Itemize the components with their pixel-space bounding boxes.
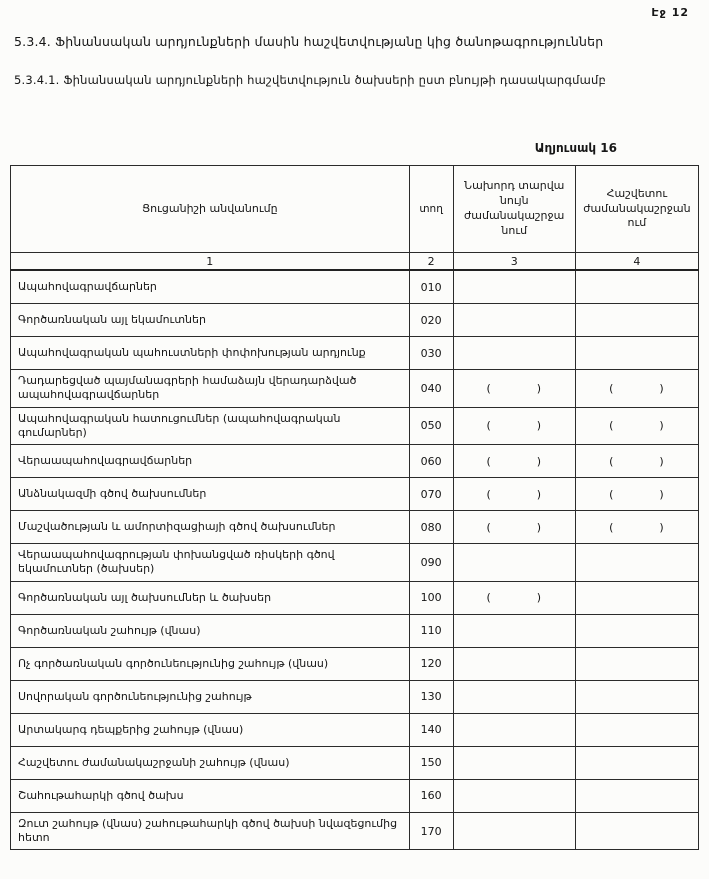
- table-row: [11, 511, 699, 544]
- table-header-row: [11, 166, 699, 253]
- indicator-cell: Վերաապահովագրավճարներ: [11, 445, 410, 478]
- report-period-cell: [575, 337, 698, 370]
- page-number: Էջ 12: [651, 6, 689, 19]
- indicator-cell: Ոչ գործառնական գործունեությունից շահույթ (վնաս): [11, 647, 410, 680]
- report-period-cell: ( ): [575, 445, 698, 478]
- report-period-cell: ( ): [575, 511, 698, 544]
- table-row: [11, 445, 699, 478]
- table-row: [11, 647, 699, 680]
- indicator-cell: Սովորական գործունեությունից շահույթ: [11, 680, 410, 713]
- prev-period-cell: [453, 680, 575, 713]
- table-caption: Աղյուսակ 16: [534, 141, 617, 155]
- indicator-cell: Ապահովագրական հատուցումներ (ապահովագրական գումարներ): [11, 407, 410, 445]
- prev-period-cell: ( ): [453, 581, 575, 614]
- prev-period-cell: [453, 812, 575, 850]
- report-period-cell: [575, 812, 698, 850]
- table-row: [11, 713, 699, 746]
- prev-period-cell: ( ): [453, 478, 575, 511]
- table-row: [11, 581, 699, 614]
- indicator-cell: Դադարեցված պայմանագրերի համաձայն վերադարձված ապահովագրավճարներ: [11, 370, 410, 408]
- table-row: [11, 680, 699, 713]
- column-number-row: [11, 253, 699, 271]
- row-code-cell: 170: [409, 812, 453, 850]
- table-row: [11, 614, 699, 647]
- prev-period-cell: ( ): [453, 511, 575, 544]
- report-period-cell: ( ): [575, 370, 698, 408]
- column-number: 2: [409, 253, 453, 271]
- indicator-cell: Գործառնական այլ ծախսումներ և ծախսեր: [11, 581, 410, 614]
- row-code-cell: 110: [409, 614, 453, 647]
- report-period-cell: ( ): [575, 407, 698, 445]
- report-period-cell: [575, 304, 698, 337]
- section-heading: 5.3.4. Ֆինանսական արդյունքների մասին հաշվետվությանը կից ծանոթագրություններ: [14, 34, 604, 49]
- prev-period-cell: ( ): [453, 445, 575, 478]
- prev-period-cell: [453, 304, 575, 337]
- report-period-cell: [575, 779, 698, 812]
- prev-period-cell: [453, 647, 575, 680]
- row-code-cell: 120: [409, 647, 453, 680]
- indicator-cell: Վերաապահովագրության փոխանցված ռիսկերի գծով եկամուտներ (ծախսեր): [11, 544, 410, 582]
- row-code-cell: 030: [409, 337, 453, 370]
- table-row: [11, 544, 699, 582]
- report-period-cell: [575, 614, 698, 647]
- prev-period-cell: [453, 270, 575, 304]
- indicator-cell: Արտակարգ դեպքերից շահույթ (վնաս): [11, 713, 410, 746]
- row-code-cell: 050: [409, 407, 453, 445]
- report-period-cell: [575, 713, 698, 746]
- table-row: [11, 746, 699, 779]
- column-number: 3: [453, 253, 575, 271]
- row-code-cell: 130: [409, 680, 453, 713]
- report-period-cell: [575, 680, 698, 713]
- financial-results-table: [10, 165, 699, 850]
- prev-period-cell: [453, 614, 575, 647]
- indicator-cell: Ապահովագրավճարներ: [11, 270, 410, 304]
- prev-period-cell: [453, 779, 575, 812]
- indicator-cell: Մաշվածության և ամորտիզացիայի գծով ծախսումներ: [11, 511, 410, 544]
- prev-period-cell: [453, 337, 575, 370]
- indicator-cell: Հաշվետու ժամանակաշրջանի շահույթ (վնաս): [11, 746, 410, 779]
- prev-period-cell: [453, 713, 575, 746]
- table-row: [11, 812, 699, 850]
- row-code-cell: 160: [409, 779, 453, 812]
- row-code-cell: 100: [409, 581, 453, 614]
- table-row: [11, 270, 699, 304]
- row-code-cell: 070: [409, 478, 453, 511]
- table-row: [11, 407, 699, 445]
- report-period-cell: [575, 581, 698, 614]
- report-period-cell: [575, 270, 698, 304]
- indicator-cell: Շահութահարկի գծով ծախս: [11, 779, 410, 812]
- table-row: [11, 478, 699, 511]
- report-period-cell: [575, 544, 698, 582]
- table-row: [11, 337, 699, 370]
- indicator-cell: Զուտ շահույթ (վնաս) շահութահարկի գծով ծախսի նվազեցումից հետո: [11, 812, 410, 850]
- row-code-cell: 090: [409, 544, 453, 582]
- prev-period-cell: [453, 544, 575, 582]
- table-row: [11, 304, 699, 337]
- report-period-cell: [575, 647, 698, 680]
- prev-period-cell: ( ): [453, 407, 575, 445]
- indicator-cell: Ապահովագրական պահուստների փոփոխության արդյունք: [11, 337, 410, 370]
- table-row: [11, 779, 699, 812]
- prev-period-cell: ( ): [453, 370, 575, 408]
- header-report-period: Հաշվետու ժամանակաշրջանում: [575, 166, 698, 253]
- header-row-code: տող: [409, 166, 453, 253]
- row-code-cell: 040: [409, 370, 453, 408]
- subsection-heading: 5.3.4.1. Ֆինանսական արդյունքների հաշվետվություն ծախսերի ըստ բնույթի դասակարգմամբ: [14, 73, 606, 87]
- column-number: 4: [575, 253, 698, 271]
- column-number: 1: [11, 253, 410, 271]
- table-row: [11, 370, 699, 408]
- report-period-cell: [575, 746, 698, 779]
- report-period-cell: ( ): [575, 478, 698, 511]
- row-code-cell: 140: [409, 713, 453, 746]
- indicator-cell: Գործառնական այլ եկամուտներ: [11, 304, 410, 337]
- header-prev-period: Նախորդ տարվա նույն ժամանակաշրջանում: [453, 166, 575, 253]
- row-code-cell: 020: [409, 304, 453, 337]
- header-indicator: Ցուցանիշի անվանումը: [11, 166, 410, 253]
- prev-period-cell: [453, 746, 575, 779]
- row-code-cell: 010: [409, 270, 453, 304]
- indicator-cell: Անձնակազմի գծով ծախսումներ: [11, 478, 410, 511]
- row-code-cell: 080: [409, 511, 453, 544]
- row-code-cell: 150: [409, 746, 453, 779]
- row-code-cell: 060: [409, 445, 453, 478]
- indicator-cell: Գործառնական շահույթ (վնաս): [11, 614, 410, 647]
